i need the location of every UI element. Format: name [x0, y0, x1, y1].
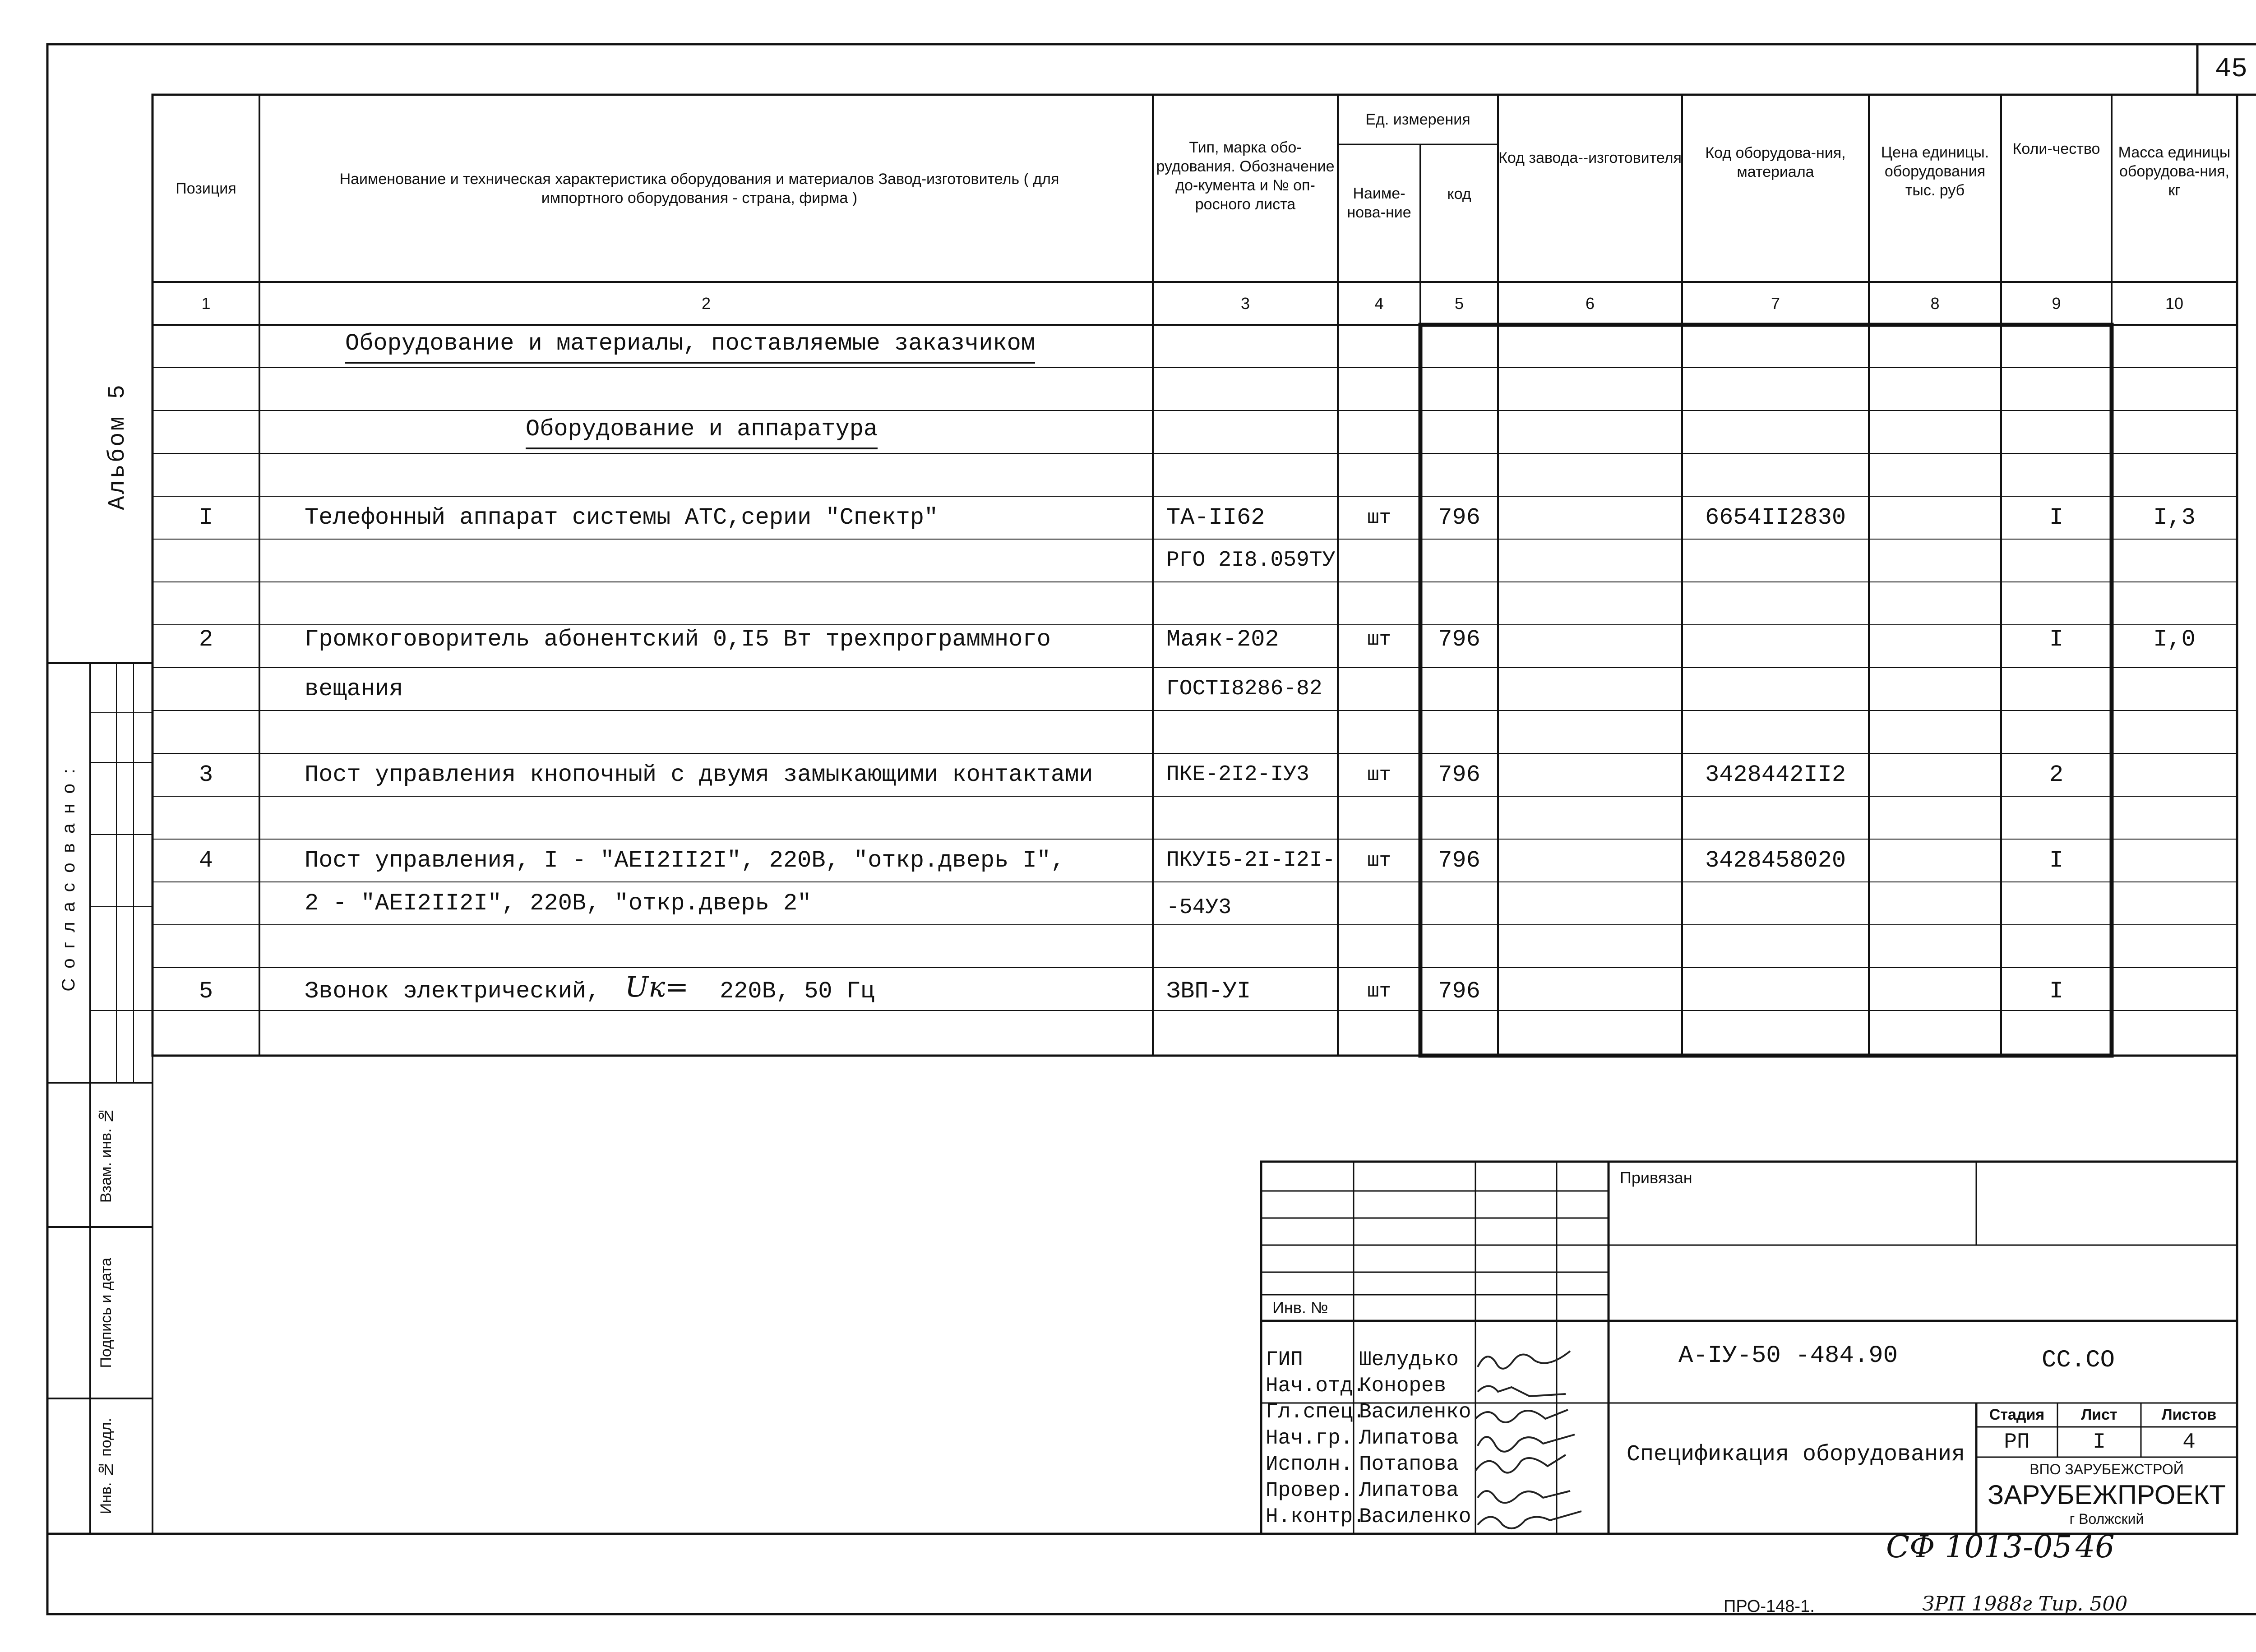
header-price: Цена единицы. оборудования тыс. руб: [1881, 144, 1989, 199]
inv-replace-label: Взам. инв. №: [97, 1107, 115, 1203]
row2-unit: шт: [1367, 628, 1391, 651]
album-label: Альбом 5: [104, 383, 131, 510]
row2-mass: I,0: [2153, 626, 2196, 653]
row2-name-cont: вещания: [305, 676, 403, 702]
staff-name: Липатова: [1359, 1479, 1459, 1502]
staff-roles: [1266, 1347, 1365, 1530]
archive-page: 46: [2076, 1529, 2115, 1565]
row5-unit: шт: [1367, 980, 1391, 1003]
header-quantity: Коли-чество: [2012, 140, 2100, 157]
agreed-label: Согласовано:: [58, 759, 79, 992]
row1-code: 796: [1438, 504, 1480, 531]
row4-code: 796: [1438, 847, 1480, 874]
row4-material-code: 3428458020: [1705, 847, 1846, 874]
row5-pos: 5: [199, 978, 213, 1005]
row5-voltage: 220В, 50 Гц: [720, 978, 875, 1005]
row4-qty: I: [2049, 847, 2064, 874]
inv-original-label: Инв. № подл.: [97, 1418, 115, 1514]
row1-type-doc: РГО 2I8.059ТУ: [1166, 548, 1336, 572]
inventory-number-label: Инв. №: [1272, 1298, 1328, 1317]
staff-name: Потапова: [1359, 1453, 1459, 1476]
colnum-5: 5: [1454, 294, 1464, 313]
colnum-10: 10: [2165, 294, 2184, 313]
org-city: г Волжский: [2069, 1511, 2144, 1527]
colnum-3: 3: [1240, 294, 1250, 313]
colnum-9: 9: [2052, 294, 2061, 313]
row3-unit: шт: [1367, 763, 1391, 786]
row2-type-doc: ГОСТI8286-82: [1166, 677, 1322, 701]
row2-qty: I: [2049, 626, 2064, 653]
row3-type: ПКЕ-2I2-IУ3: [1166, 762, 1309, 787]
document-title: Спецификация оборудования: [1626, 1442, 1965, 1467]
header-factory-code: Код завода--изготовителя: [1498, 149, 1682, 166]
row4-name-cont: 2 - "АЕI2II2I", 220В, "откр.дверь 2": [305, 890, 812, 917]
colnum-8: 8: [1930, 294, 1940, 313]
archive-code: СФ 1013-05: [1886, 1529, 2072, 1565]
row3-name: Пост управления кнопочный с двумя замыкающими контактами: [305, 761, 1093, 788]
row3-pos: 3: [199, 761, 213, 788]
row2-name: Громкоговоритель абонентский 0,I5 Вт трехпрограммного: [305, 626, 1051, 653]
colnum-4: 4: [1374, 294, 1384, 313]
staff-name: Шелудько: [1359, 1348, 1459, 1371]
row5-voltage-symbol: Uк=: [625, 970, 689, 1003]
staff-name: Липатова: [1359, 1426, 1459, 1450]
section-customer-supplied: Оборудование и материалы, поставляемые заказчиком: [345, 326, 1035, 364]
section-equipment: Оборудование и аппаратура: [526, 411, 878, 449]
sheet-value: I: [2093, 1430, 2106, 1454]
print-info: ЗРП 1988г Тир. 500: [1922, 1592, 2128, 1615]
header-name: Наименование и техническая характеристика оборудования и материалов Завод-изготовитель ( для импортного оборудования - страна, фирма ): [339, 170, 1059, 207]
colnum-1: 1: [201, 294, 211, 313]
row2-type: Маяк-202: [1166, 626, 1279, 653]
header-type: Тип, марка обо-рудования. Обозначение до-кумента и № оп-росного листа: [1156, 139, 1335, 213]
row2-pos: 2: [199, 626, 213, 653]
org-name: ЗАРУБЕЖПРОЕКТ: [1988, 1479, 2226, 1510]
header-mass: Масса единицы оборудова-ния, кг: [2118, 144, 2231, 199]
row1-pos: I: [199, 504, 213, 531]
staff-role: Нач.гр.: [1266, 1426, 1353, 1450]
sheet-code: СС.СО: [2042, 1347, 2115, 1374]
row1-qty: I: [2049, 504, 2064, 531]
row3-qty: 2: [2049, 761, 2064, 788]
row5-code: 796: [1438, 978, 1480, 1005]
staff-name: Конорев: [1359, 1374, 1447, 1398]
row5-name: Звонок электрический,: [305, 978, 601, 1005]
row2-code: 796: [1438, 626, 1480, 653]
sheet-number: 45: [2214, 54, 2247, 85]
document-code: А-IУ-50 -484.90: [1678, 1342, 1898, 1370]
row3-code: 796: [1438, 761, 1480, 788]
sheets-value: 4: [2182, 1430, 2196, 1454]
sheets-label: Листов: [2161, 1406, 2217, 1423]
header-unit-code: код: [1447, 185, 1471, 203]
sign-date-label: Подпись и дата: [97, 1257, 115, 1368]
staff-role: Гл.спец.: [1266, 1400, 1365, 1424]
print-code: ПРО-148-1.: [1724, 1597, 1815, 1616]
staff-role: Исполн.: [1266, 1453, 1353, 1476]
row4-type: ПКУI5-2I-I2I-: [1166, 848, 1336, 872]
header-unit-group: Ед. измерения: [1365, 111, 1470, 128]
sheet-label: Лист: [2081, 1406, 2117, 1423]
staff-role: Нач.отд.: [1266, 1374, 1365, 1398]
bound-to-label: Привязан: [1620, 1168, 1692, 1187]
staff-role: Провер.: [1266, 1479, 1353, 1502]
row4-unit: шт: [1367, 849, 1391, 872]
colnum-2: 2: [701, 294, 711, 313]
stage-label: Стадия: [1989, 1406, 2045, 1423]
header-position: Позиция: [176, 180, 236, 197]
colnum-7: 7: [1771, 294, 1780, 313]
colnum-6: 6: [1585, 294, 1595, 313]
row5-qty: I: [2049, 978, 2064, 1005]
staff-name: Василенко: [1359, 1400, 1471, 1424]
row1-material-code: 6654II2830: [1705, 504, 1846, 531]
staff-names: [1359, 1347, 1471, 1530]
org-parent: ВПО ЗАРУБЕЖСТРОЙ: [2029, 1461, 2184, 1477]
row4-pos: 4: [199, 847, 213, 874]
header-material-code: Код оборудова-ния, материала: [1705, 144, 1846, 180]
stage-value: РП: [2004, 1430, 2030, 1454]
staff-role: Н.контр.: [1266, 1505, 1365, 1528]
row1-mass: I,3: [2153, 504, 2196, 531]
row1-unit: шт: [1367, 506, 1391, 529]
row3-material-code: 3428442II2: [1705, 761, 1846, 788]
row5-type: ЗВП-УI: [1166, 978, 1251, 1005]
staff-role: ГИП: [1266, 1348, 1303, 1371]
row4-type-cont: -54У3: [1166, 895, 1232, 920]
header-unit-name: Наиме-нова-ние: [1347, 185, 1411, 221]
staff-name: Василенко: [1359, 1505, 1471, 1528]
row1-type: ТА-II62: [1166, 504, 1265, 531]
row4-name: Пост управления, I - "АЕI2II2I", 220В, "откр.дверь I",: [305, 847, 1065, 874]
row1-name: Телефонный аппарат системы АТС,серии "Спектр": [305, 504, 938, 531]
